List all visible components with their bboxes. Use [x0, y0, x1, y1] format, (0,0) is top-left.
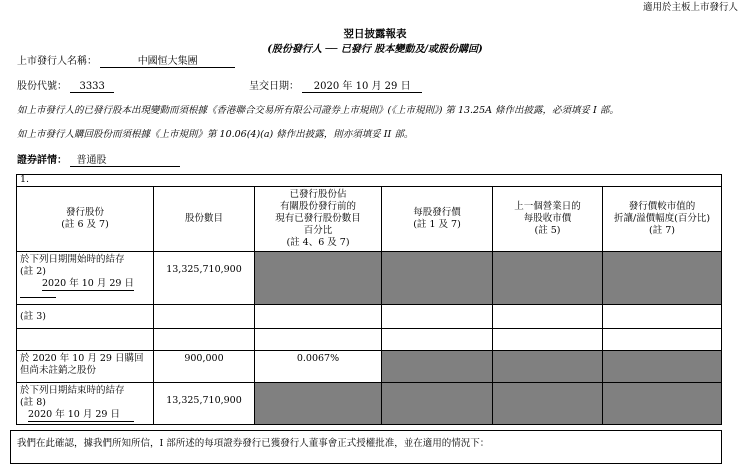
header-issued-shares: 發行股份 (註 6 及 7): [17, 187, 154, 252]
section-number: 1.: [17, 175, 722, 187]
form-title: 翌日披露報表: [343, 28, 407, 40]
securities-label: 證券詳情：: [17, 155, 67, 166]
shaded-cell: [255, 252, 382, 305]
empty-cell: [493, 305, 603, 329]
table-row: [17, 252, 722, 305]
row-label: 於下列日期開始時的結存 (註 2) 2020 年 10 月 29 日: [17, 252, 154, 305]
shaded-cell: [603, 252, 722, 305]
submission-date-row: [249, 77, 422, 93]
submission-date-value: 2020 年 10 月 29 日: [302, 77, 422, 93]
empty-cell: [255, 305, 382, 329]
shaded-cell: [493, 383, 603, 425]
empty-cell: [382, 329, 493, 351]
issuer-row: [17, 52, 235, 68]
submission-date-label: 呈交日期：: [249, 81, 299, 92]
shaded-cell: [493, 252, 603, 305]
share-changes-table: [16, 174, 722, 425]
note-a: 如上市發行人的已發行股本出現變動而須根據《香港聯合交易所有限公司證券上市規則》(《上市規則》) 第 13.25A 條作出披露，必須填妥 I 部。: [17, 105, 619, 116]
table-row: [17, 383, 722, 425]
shaded-cell: [382, 252, 493, 305]
row-share-count: 13,325,710,900: [154, 383, 255, 425]
row-share-count: 900,000: [154, 351, 255, 383]
shaded-cell: [603, 351, 722, 383]
note-b: 如上市發行人購回股份而須根據《上市規則》第 10.06(4)(a) 條作出披露，則亦須填妥 II 部。: [17, 129, 414, 140]
shaded-cell: [382, 383, 493, 425]
empty-cell: [17, 329, 154, 351]
confirmation-box: [10, 430, 722, 464]
confirmation-text: 我們在此確認，據我們所知所信，I 部所述的每項證券發行已獲發行人董事會正式授權批准，並在適用的情況下：: [17, 438, 490, 449]
empty-cell: [603, 329, 722, 351]
table-row: [17, 305, 722, 329]
row-label: (註 3): [17, 305, 154, 329]
stock-code-value: 3333: [70, 81, 114, 93]
header-discount-premium: 發行價較市值的 折讓/溢價幅度(百分比) (註 7): [603, 187, 722, 252]
row-label: 於下列日期結束時的結存 (註 8) 2020 年 10 月 29 日: [17, 383, 154, 425]
empty-cell: [154, 305, 255, 329]
row-label: 於 2020 年 10 月 29 日購回 但尚未註銷之股份: [17, 351, 154, 383]
row-share-count: 13,325,710,900: [154, 252, 255, 305]
table-row: [17, 351, 722, 383]
header-closing-price: 上一個營業日的 每股收市價 (註 5): [493, 187, 603, 252]
empty-cell: [382, 305, 493, 329]
empty-cell: [493, 329, 603, 351]
stock-code-label: 股份代號：: [17, 81, 67, 92]
row-percentage: 0.0067%: [255, 351, 382, 383]
securities-row: [17, 151, 180, 167]
header-percentage: 已發行股份佔 有關股份發行前的 現有已發行股份數目 百分比 (註 4、6 及 7): [255, 187, 382, 252]
issuer-value: 中國恒大集團: [100, 52, 235, 68]
securities-value: 普通股: [70, 151, 180, 167]
empty-cell: [603, 305, 722, 329]
stock-code-row: [17, 77, 114, 93]
issuer-label: 上市發行人名稱：: [17, 56, 97, 67]
header-issue-price: 每股發行價 (註 1 及 7): [382, 187, 493, 252]
shaded-cell: [603, 383, 722, 425]
header-share-count: 股份數目: [154, 187, 255, 252]
shaded-cell: [255, 383, 382, 425]
shaded-cell: [382, 351, 493, 383]
empty-cell: [154, 329, 255, 351]
empty-cell: [255, 329, 382, 351]
shaded-cell: [493, 351, 603, 383]
top-note: 適用於主板上市發行人: [642, 2, 738, 13]
table-row: [17, 329, 722, 351]
form-subtitle: (股份發行人 ── 已發行 股本變動及/或股份購回): [267, 44, 483, 55]
